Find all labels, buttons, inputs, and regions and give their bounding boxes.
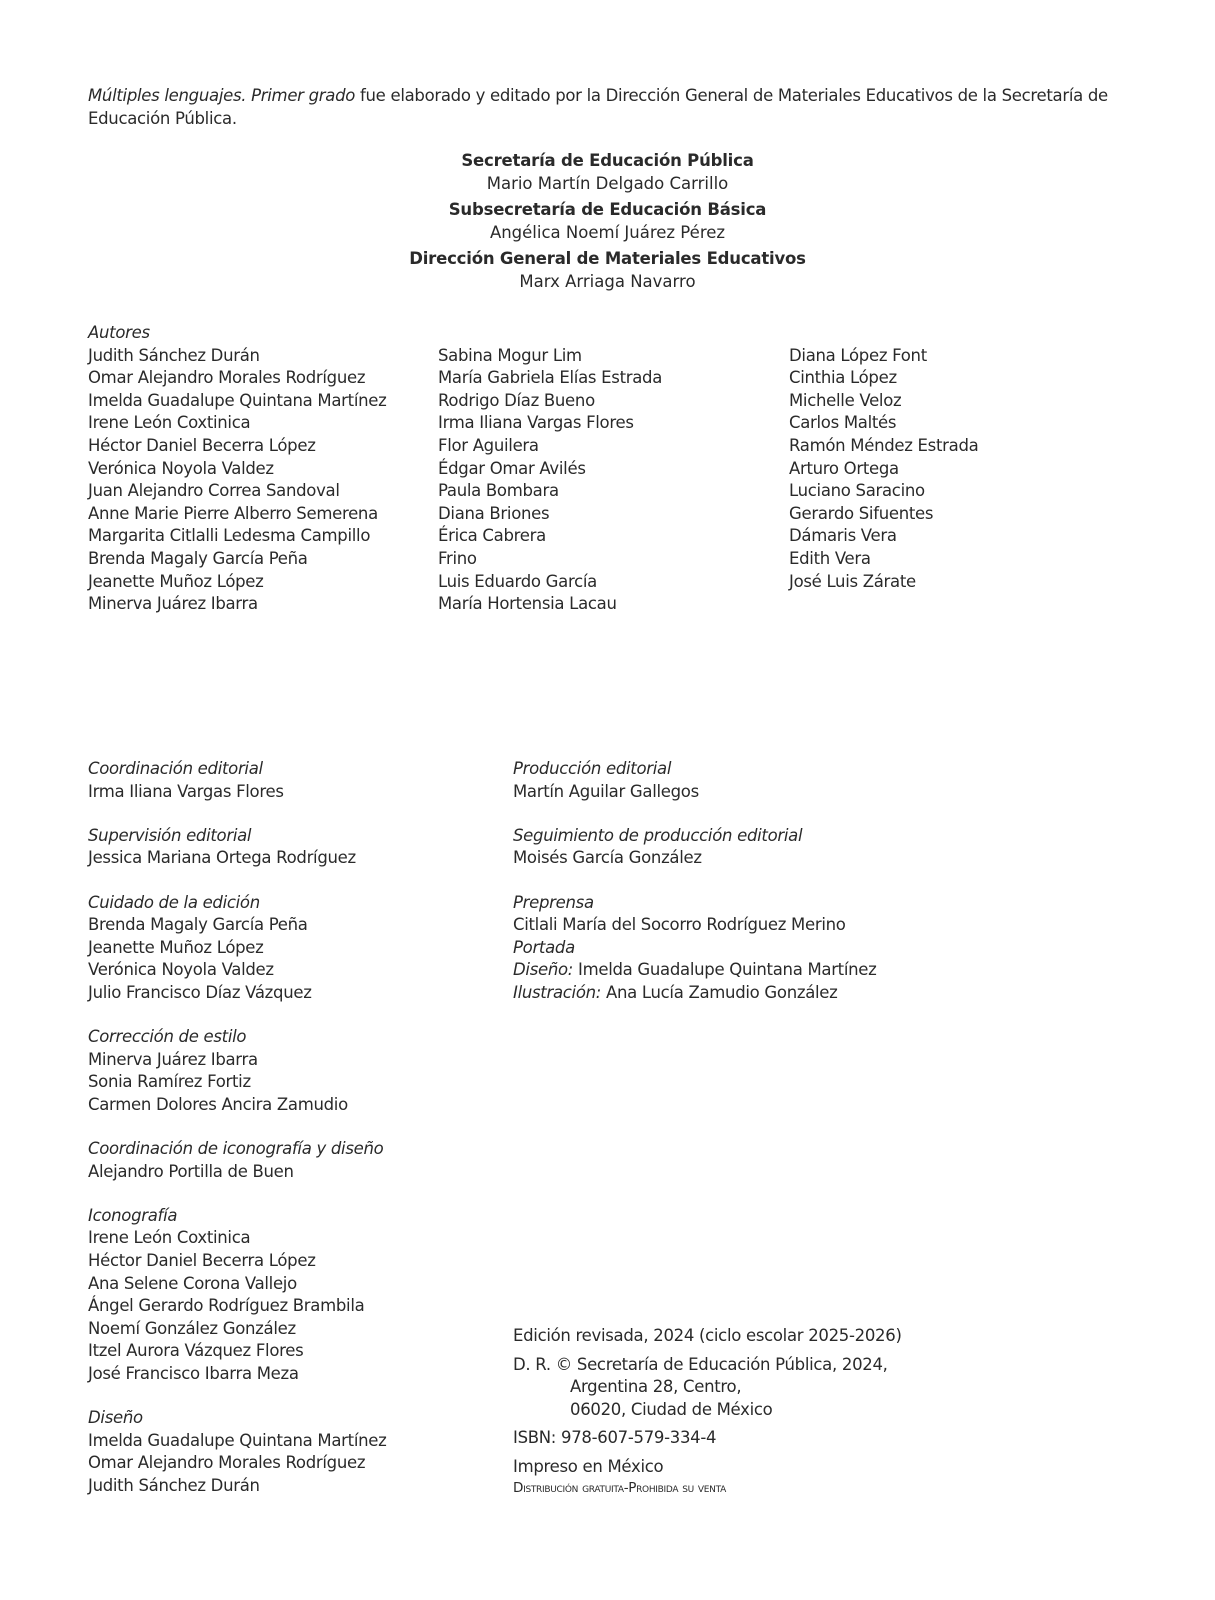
intro-paragraph — [88, 85, 1138, 130]
address-line: Argentina 28, Centro, — [570, 1377, 742, 1397]
official-name: Mario Martín Delgado Carrillo — [486, 173, 729, 193]
authors-column-1 — [88, 322, 387, 616]
credit-name: Irma Iliana Vargas Flores — [88, 781, 284, 801]
credit-name: Imelda Guadalupe Quintana Martínez — [88, 390, 387, 410]
credit-name: Imelda Guadalupe Quintana Martínez — [573, 960, 877, 980]
portada-section — [513, 937, 877, 1005]
official-dgme — [0, 248, 1215, 293]
section-label: Diseño — [88, 1408, 143, 1428]
credit-name: María Hortensia Lacau — [438, 594, 617, 614]
credit-name: Ángel Gerardo Rodríguez Brambila — [88, 1296, 365, 1316]
credit-name: Rodrigo Díaz Bueno — [438, 390, 595, 410]
credit-name: Irene León Coxtinica — [88, 413, 251, 433]
authors-label: Autores — [88, 323, 150, 342]
credits-left-column — [88, 758, 387, 1498]
credit-name: Sabina Mogur Lim — [438, 345, 582, 365]
credit-section — [88, 1026, 387, 1116]
credit-section — [513, 758, 877, 803]
section-label: Seguimiento de producción editorial — [513, 825, 803, 845]
credit-name: Carlos Maltés — [789, 413, 897, 433]
credit-name: Moisés García González — [513, 848, 702, 868]
credit-name: Judith Sánchez Durán — [88, 345, 260, 365]
section-label: Corrección de estilo — [88, 1027, 247, 1047]
credit-name: Martín Aguilar Gallegos — [513, 781, 699, 801]
credit-name: Noemí González González — [88, 1318, 296, 1338]
credit-name: Verónica Noyola Valdez — [88, 458, 274, 478]
credit-name: Héctor Daniel Becerra López — [88, 1251, 316, 1271]
role-label: Ilustración: — [513, 982, 602, 1002]
section-label: Supervisión editorial — [88, 825, 252, 845]
credit-name: Héctor Daniel Becerra López — [88, 435, 316, 455]
credit-name: José Francisco Ibarra Meza — [88, 1364, 299, 1384]
section-label: Preprensa — [513, 892, 594, 912]
credit-name: Frino — [438, 548, 477, 568]
official-name: Marx Arriaga Navarro — [519, 271, 696, 291]
credit-name: Ramón Méndez Estrada — [789, 435, 979, 455]
credit-name: Érica Cabrera — [438, 526, 546, 546]
copyright-line: D. R. © Secretaría de Educación Pública, 2024, — [513, 1354, 888, 1374]
officials-block — [0, 150, 1215, 298]
credits-right-column — [513, 758, 877, 1005]
credit-name: Ana Lucía Zamudio González — [601, 982, 838, 1002]
role-label: Diseño: — [513, 960, 574, 980]
credit-name: Édgar Omar Avilés — [438, 458, 586, 478]
section-label: Coordinación editorial — [88, 759, 263, 778]
credit-name: Arturo Ortega — [789, 458, 899, 478]
printed-text: Impreso en México — [513, 1456, 664, 1476]
credit-name: Brenda Magaly García Peña — [88, 915, 308, 935]
credit-name: Juan Alejandro Correa Sandoval — [88, 481, 340, 501]
intro-text: fue elaborado y editado por la Dirección General de Materiales Educativos de la Secretaría de Educación Pública. — [88, 86, 1108, 128]
credit-name: Imelda Guadalupe Quintana Martínez — [88, 1430, 387, 1450]
credit-section — [88, 1138, 387, 1183]
credit-section — [88, 758, 387, 803]
credit-section — [88, 1205, 387, 1386]
credit-name: José Luis Zárate — [789, 571, 916, 591]
credit-name: Cinthia López — [789, 368, 897, 388]
credit-name: Jeanette Muñoz López — [88, 937, 264, 957]
credit-name: Jeanette Muñoz López — [88, 571, 264, 591]
portada-ilustracion — [513, 982, 877, 1005]
edition-text: Edición revisada, 2024 (ciclo escolar 2025-2026) — [513, 1326, 902, 1345]
credit-name: Diana Briones — [438, 503, 550, 523]
credit-name: Ana Selene Corona Vallejo — [88, 1273, 297, 1293]
book-title: Múltiples lenguajes. Primer grado — [88, 86, 356, 105]
credit-name: Jessica Mariana Ortega Rodríguez — [88, 848, 356, 868]
credit-name: Dámaris Vera — [789, 526, 897, 546]
credit-section — [88, 825, 387, 870]
publication-info — [513, 1325, 902, 1497]
credit-name: Carmen Dolores Ancira Zamudio — [88, 1094, 348, 1114]
official-org: Subsecretaría de Educación Básica — [448, 200, 767, 220]
credit-name: Irene León Coxtinica — [88, 1228, 251, 1248]
credit-section — [513, 892, 877, 937]
section-label: Portada — [513, 937, 575, 957]
credit-section — [88, 892, 387, 1005]
official-seb — [0, 199, 1215, 244]
official-org: Secretaría de Educación Pública — [461, 151, 754, 170]
official-sep — [0, 150, 1215, 195]
authors-column-2 — [438, 345, 662, 616]
credit-name: Brenda Magaly García Peña — [88, 548, 308, 568]
credit-name: Diana López Font — [789, 345, 927, 365]
credit-name: Citlali María del Socorro Rodríguez Merino — [513, 915, 846, 935]
credit-name: Flor Aguilera — [438, 435, 539, 455]
credit-name: Itzel Aurora Vázquez Flores — [88, 1341, 304, 1361]
distribution-text: Distribución gratuita-Prohibida su venta — [513, 1479, 726, 1496]
official-org: Dirección General de Materiales Educativos — [409, 249, 806, 269]
credit-name: Luis Eduardo García — [438, 571, 597, 591]
section-label: Iconografía — [88, 1205, 178, 1225]
section-label: Coordinación de iconografía y diseño — [88, 1139, 384, 1159]
section-label: Cuidado de la edición — [88, 892, 260, 912]
address-line: 06020, Ciudad de México — [570, 1399, 773, 1419]
credit-name: Sonia Ramírez Fortiz — [88, 1072, 251, 1092]
credit-name: Paula Bombara — [438, 481, 559, 501]
credit-name: Omar Alejandro Morales Rodríguez — [88, 368, 366, 388]
credit-name: Verónica Noyola Valdez — [88, 960, 274, 980]
official-name: Angélica Noemí Juárez Pérez — [489, 222, 726, 242]
credit-name: Judith Sánchez Durán — [88, 1476, 260, 1495]
authors-column-3 — [789, 345, 978, 594]
portada-diseno — [513, 959, 877, 982]
credit-section — [513, 825, 877, 870]
credit-name: Michelle Veloz — [789, 390, 902, 410]
credit-section — [88, 1407, 387, 1497]
credit-name: Minerva Juárez Ibarra — [88, 1049, 258, 1069]
credit-name: María Gabriela Elías Estrada — [438, 368, 663, 388]
credit-name: Gerardo Sifuentes — [789, 503, 934, 523]
isbn-text: ISBN: 978-607-579-334-4 — [513, 1428, 717, 1448]
credit-name: Irma Iliana Vargas Flores — [438, 413, 634, 433]
credit-name: Anne Marie Pierre Alberro Semerena — [88, 503, 378, 523]
credit-name: Margarita Citlalli Ledesma Campillo — [88, 526, 371, 546]
section-label: Producción editorial — [513, 759, 672, 778]
credit-name: Edith Vera — [789, 548, 871, 568]
credit-name: Omar Alejandro Morales Rodríguez — [88, 1453, 366, 1473]
credit-name: Julio Francisco Díaz Vázquez — [88, 982, 312, 1002]
credit-name: Minerva Juárez Ibarra — [88, 594, 258, 614]
credit-name: Alejandro Portilla de Buen — [88, 1161, 294, 1181]
credit-name: Luciano Saracino — [789, 481, 925, 501]
